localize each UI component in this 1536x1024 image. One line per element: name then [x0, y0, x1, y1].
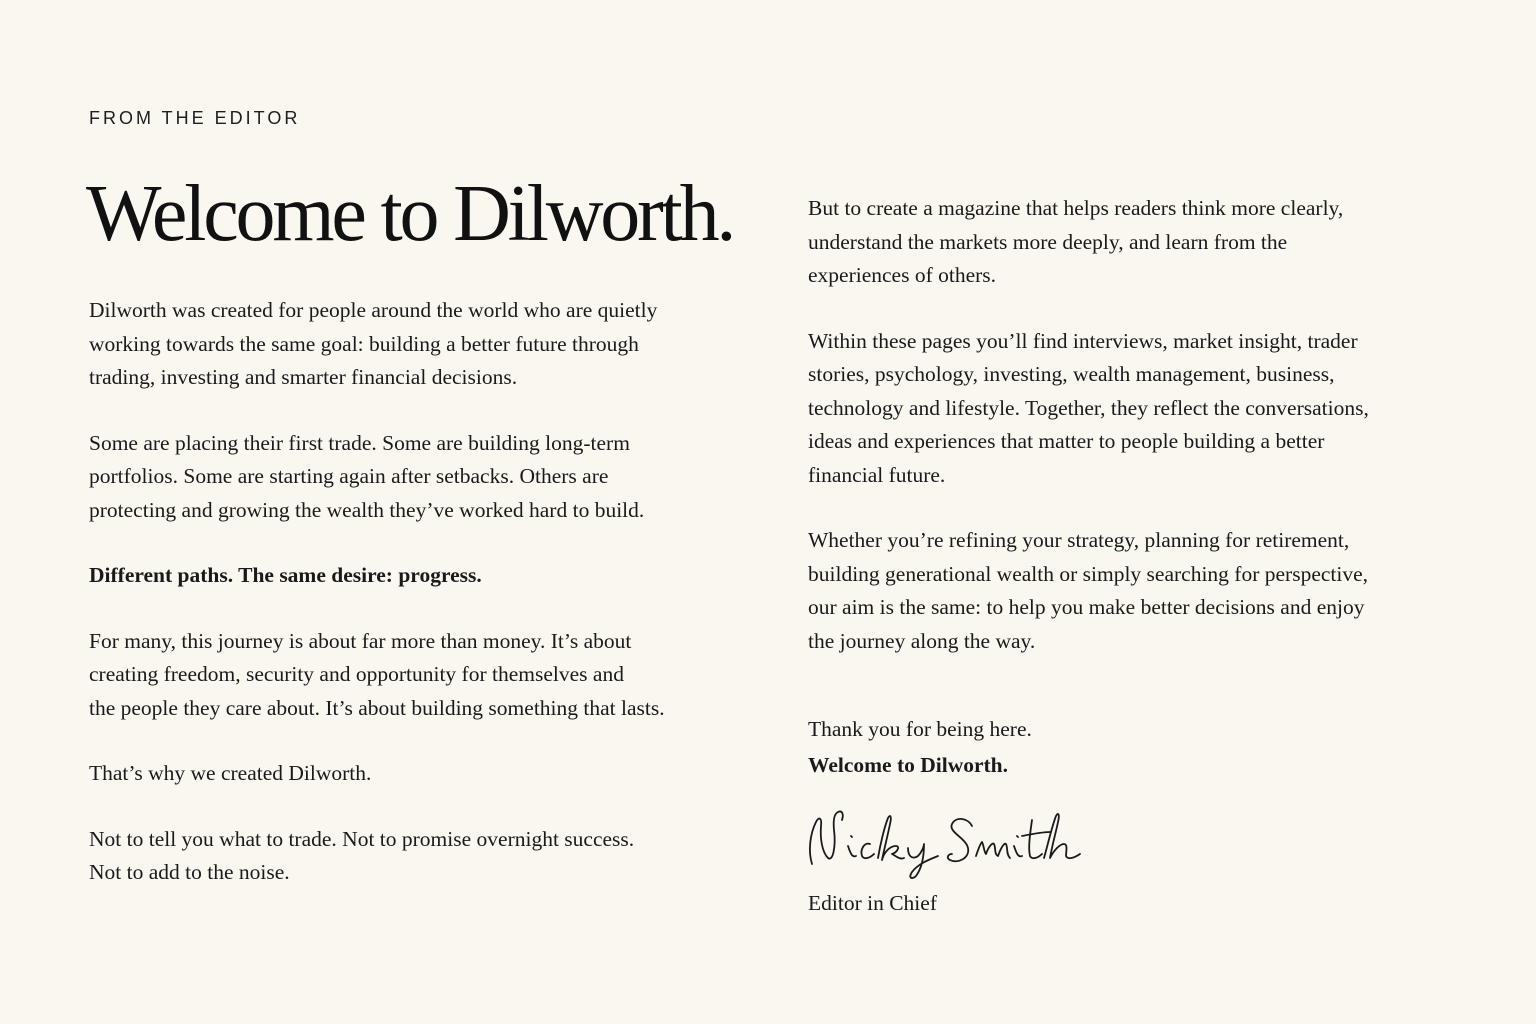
text-line: financial future. [808, 462, 946, 487]
paragraph [89, 823, 729, 890]
editor-role: Editor in Chief [808, 891, 937, 915]
page-title: Welcome to Dilworth. [86, 170, 734, 258]
text-line: portfolios. Some are starting again after setbacks. Others are [89, 464, 609, 488]
text-line: Whether you’re refining your strategy, planning for retirement, [808, 528, 1350, 552]
paragraph [89, 757, 729, 791]
paragraph [808, 325, 1448, 493]
section-kicker: FROM THE EDITOR [89, 108, 301, 128]
text-line: understand the markets more deeply, and learn from the [808, 229, 1288, 254]
left-column [89, 294, 729, 922]
paragraph [89, 294, 729, 395]
text-line: For many, this journey is about far more than money. It’s about [89, 628, 632, 653]
text-line: the people they care about. It’s about building something that lasts. [89, 695, 665, 720]
paragraph [89, 625, 729, 726]
paragraph [808, 192, 1448, 293]
text-line: That’s why we created Dilworth. [89, 761, 372, 785]
text-line: Different paths. The same desire: progress. [89, 563, 482, 587]
text-line: Not to tell you what to trade. Not to promise overnight success. [89, 826, 635, 851]
text-line: creating freedom, security and opportunity for themselves and [89, 662, 624, 686]
text-line: trading, investing and smarter financial decisions. [89, 365, 518, 389]
text-line: protecting and growing the wealth they’ve worked hard to build. [89, 497, 645, 522]
closing-thanks: Thank you for being here. [808, 717, 1032, 741]
handwritten-signature [800, 806, 1090, 886]
text-line: building generational wealth or simply searching for perspective, [808, 561, 1369, 586]
text-line: the journey along the way. [808, 628, 1036, 653]
right-column [808, 192, 1448, 690]
text-line: experiences of others. [808, 263, 997, 287]
closing-block [808, 711, 1032, 783]
text-line: ideas and experiences that matter to people building a better [808, 429, 1325, 453]
text-line: working towards the same goal: building a better future through [89, 331, 639, 356]
emphasis-paragraph [89, 559, 729, 593]
text-line: our aim is the same: to help you make better decisions and enjoy [808, 595, 1365, 619]
text-line: Not to add to the noise. [89, 860, 290, 884]
text-line: technology and lifestyle. Together, they reflect the conversations, [808, 395, 1369, 420]
text-line: Some are placing their first trade. Some are building long-term [89, 430, 630, 455]
text-line: stories, psychology, investing, wealth management, business, [808, 362, 1335, 386]
text-line: Within these pages you’ll find interviews, market insight, trader [808, 328, 1358, 353]
paragraph [808, 524, 1448, 658]
paragraph [89, 427, 729, 528]
closing-welcome: Welcome to Dilworth. [808, 753, 1009, 777]
text-line: But to create a magazine that helps readers think more clearly, [808, 196, 1344, 220]
signature-ink [810, 811, 1080, 878]
text-line: Dilworth was created for people around the world who are quietly [89, 298, 658, 322]
